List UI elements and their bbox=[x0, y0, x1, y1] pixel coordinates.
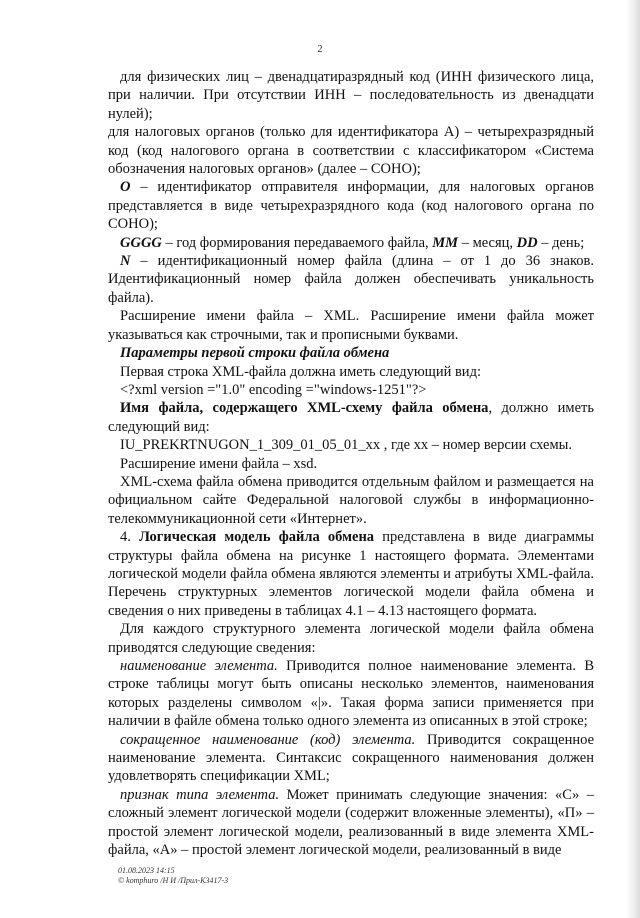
text-run: Расширение имени файла – xsd. bbox=[120, 455, 318, 472]
paragraph bbox=[108, 455, 594, 473]
text-run: представлена в виде диаграммы структуры файла обмена на рисунке 1 настоящего формата. Элементами логической модели файла обмена являются элементы и атрибуты XML-файла. Перечень структурных элементов логической модели файла обмена и сведения о них приведены в таблицах 4.1 – 4.13 настоящего формата. bbox=[108, 529, 595, 619]
paragraph bbox=[108, 234, 594, 252]
text-run: <?xml version ="1.0" encoding ="windows-1251"?> bbox=[120, 381, 427, 398]
emphasis-text: N bbox=[120, 253, 131, 270]
text-run: – идентификационный номер файла (длина – от 1 до 36 знаков. Идентификационный номер файла должен обеспечивать уникальность файла). bbox=[108, 253, 594, 306]
paragraph bbox=[108, 252, 594, 307]
emphasis-text: O bbox=[120, 179, 131, 196]
paragraph bbox=[108, 178, 594, 233]
scan-edge-shadow bbox=[626, 0, 640, 918]
footer-doc-id: © komphuro /Н И /Прил-К3417-3 bbox=[118, 876, 229, 885]
text-run: Первая строка XML-файла должна иметь следующий вид: bbox=[120, 363, 481, 380]
emphasis-text: признак типа элемента. bbox=[120, 786, 280, 803]
footer-date: 01.08.2023 14:15 bbox=[118, 866, 175, 875]
text-run: для физических лиц – двенадцатиразрядный код (ИНН физического лица, при наличии. При отсутствии ИНН – последовательность из двенадцати нулей); bbox=[108, 69, 594, 122]
text-run: – день; bbox=[537, 234, 585, 251]
text-run: Приводится сокращенное наименование элемента. Синтаксис сокращенного наименования должен удовлетворять спецификации XML; bbox=[108, 731, 595, 785]
emphasis-text: GGGG bbox=[120, 234, 162, 251]
emphasis-text: наименование элемента. bbox=[120, 658, 278, 674]
paragraph bbox=[108, 344, 594, 362]
paragraph bbox=[108, 473, 594, 528]
text-run: – месяц, bbox=[458, 234, 517, 251]
paragraph bbox=[108, 657, 594, 731]
paragraph bbox=[108, 528, 594, 620]
paragraph bbox=[108, 436, 594, 454]
emphasis-text: Имя файла, содержащего XML-схему файла обмена bbox=[120, 400, 489, 417]
paragraph bbox=[108, 363, 594, 381]
emphasis-text: Логическая модель файла обмена bbox=[139, 529, 375, 546]
paragraph bbox=[108, 399, 594, 436]
emphasis-text: DD bbox=[516, 234, 538, 251]
text-run: для налоговых органов (только для идентификатора А) – четырехразрядный код (код налогового органа в соответствии с классификатором «Система обозначения налоговых органов» (далее – СОНО); bbox=[108, 124, 594, 178]
emphasis-text: сокращенное наименование (код) элемента. bbox=[120, 731, 416, 748]
text-run: 4. bbox=[120, 529, 140, 546]
footer-stamp bbox=[118, 866, 228, 886]
text-run: XML-схема файла обмена приводится отдельным файлом и размещается на официальном сайте Федеральной налоговой службы в информационно-телекоммуникационной сети «Интернет». bbox=[108, 473, 594, 527]
text-run: IU_PREKRTNUGON_1_309_01_05_01_xx , где хх – номер версии схемы. bbox=[120, 437, 573, 454]
page-number: 2 bbox=[317, 44, 323, 55]
emphasis-text: Параметры первой строки файла обмена bbox=[120, 345, 390, 362]
paragraph bbox=[108, 123, 594, 178]
text-run: , должно иметь следующий вид: bbox=[108, 400, 594, 435]
emphasis-text: MM bbox=[432, 234, 459, 251]
paragraph bbox=[108, 731, 594, 786]
paragraph bbox=[108, 307, 594, 344]
text-run: Приводится полное наименование элемента. В строке таблицы могут быть описаны несколько элементов, наименования которых разделены символом «|». Такая форма записи применяется при наличии в файле обмена только одного элемента из описанных в этой строке; bbox=[108, 658, 594, 730]
text-run: Расширение имени файла – XML. Расширение имени файла может указываться как строчными, так и прописными буквами. bbox=[108, 308, 594, 343]
document-body bbox=[108, 68, 594, 859]
paragraph bbox=[108, 381, 594, 399]
paragraph bbox=[108, 68, 594, 123]
paragraph bbox=[108, 786, 594, 860]
text-run: Может принимать следующие значения: «С» – сложный элемент логической модели (содержит вложенные элементы), «П» – простой элемент логической модели, реализованный в виде элемента XML-файла, «А» – простой элемент логической модели, реализованный в виде bbox=[108, 786, 594, 859]
text-run: Для каждого структурного элемента логической модели файла обмена приводятся следующие сведения: bbox=[108, 621, 594, 656]
paragraph bbox=[108, 620, 594, 657]
text-run: – год формирования передаваемого файла, bbox=[161, 234, 433, 251]
text-run: – идентификатор отправителя информации, для налоговых органов представляется в виде четырехразрядного кода (код налогового органа по СОНО); bbox=[108, 179, 594, 233]
